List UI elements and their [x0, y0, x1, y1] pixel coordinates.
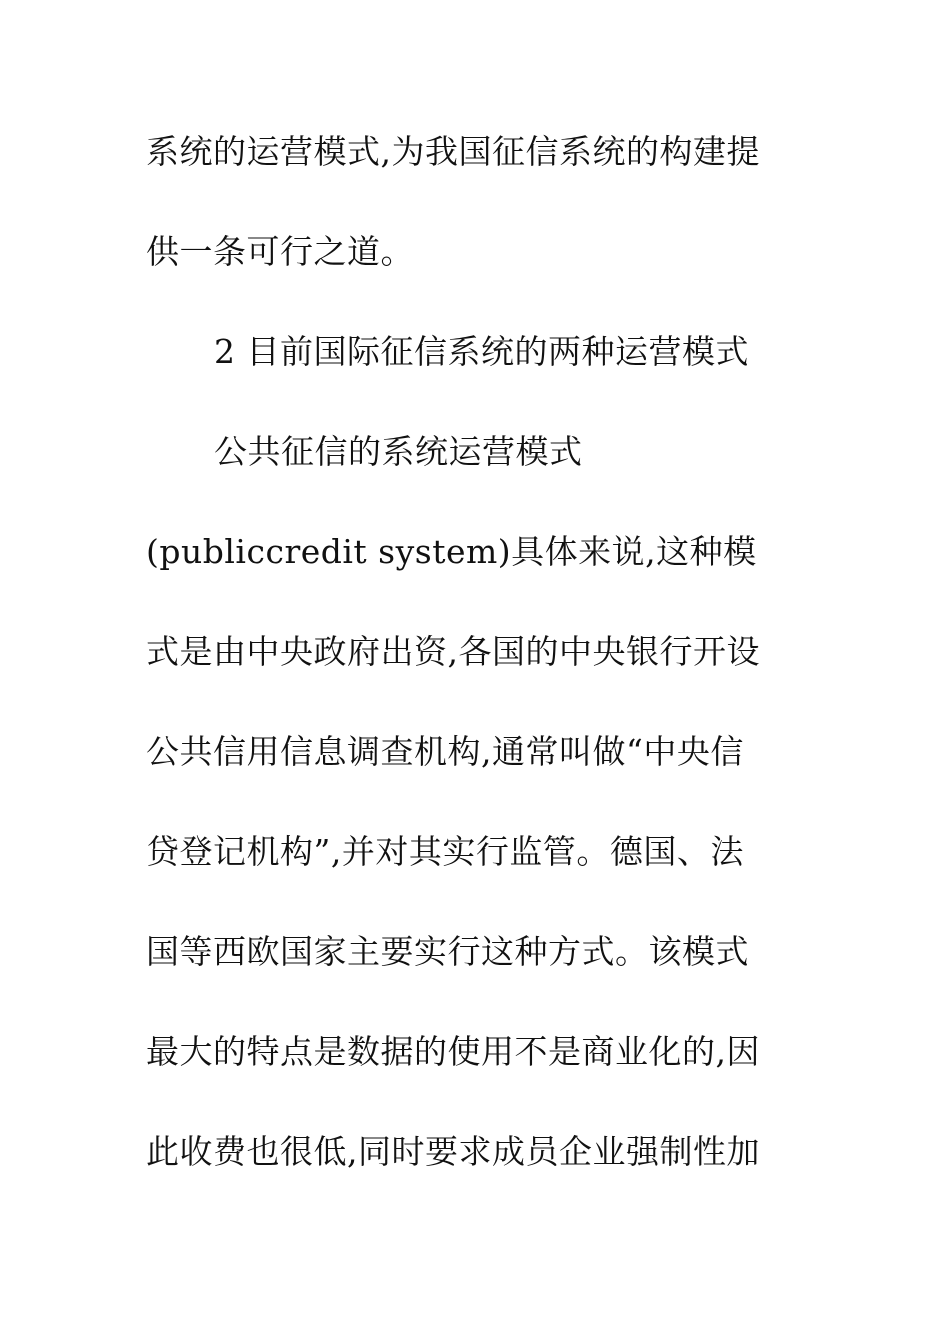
text-line: 公共信用信息调查机构,通常叫做“中央信 [146, 732, 744, 771]
text-line: (publiccredit system)具体来说,这种模 [146, 532, 757, 571]
text-line: 此收费也很低,同时要求成员企业强制性加 [146, 1132, 760, 1171]
text-line: 贷登记机构”,并对其实行监管。德国、法 [146, 832, 744, 871]
subsection-heading: 公共征信的系统运营模式 [214, 432, 583, 471]
text-line: 最大的特点是数据的使用不是商业化的,因 [146, 1032, 760, 1071]
text-line: 供一条可行之道。 [146, 232, 414, 271]
text-line: 国等西欧国家主要实行这种方式。该模式 [146, 932, 749, 971]
section-heading: 2 目前国际征信系统的两种运营模式 [214, 332, 749, 371]
text-line: 系统的运营模式,为我国征信系统的构建提 [146, 132, 760, 171]
text-line: 式是由中央政府出资,各国的中央银行开设 [146, 632, 760, 671]
